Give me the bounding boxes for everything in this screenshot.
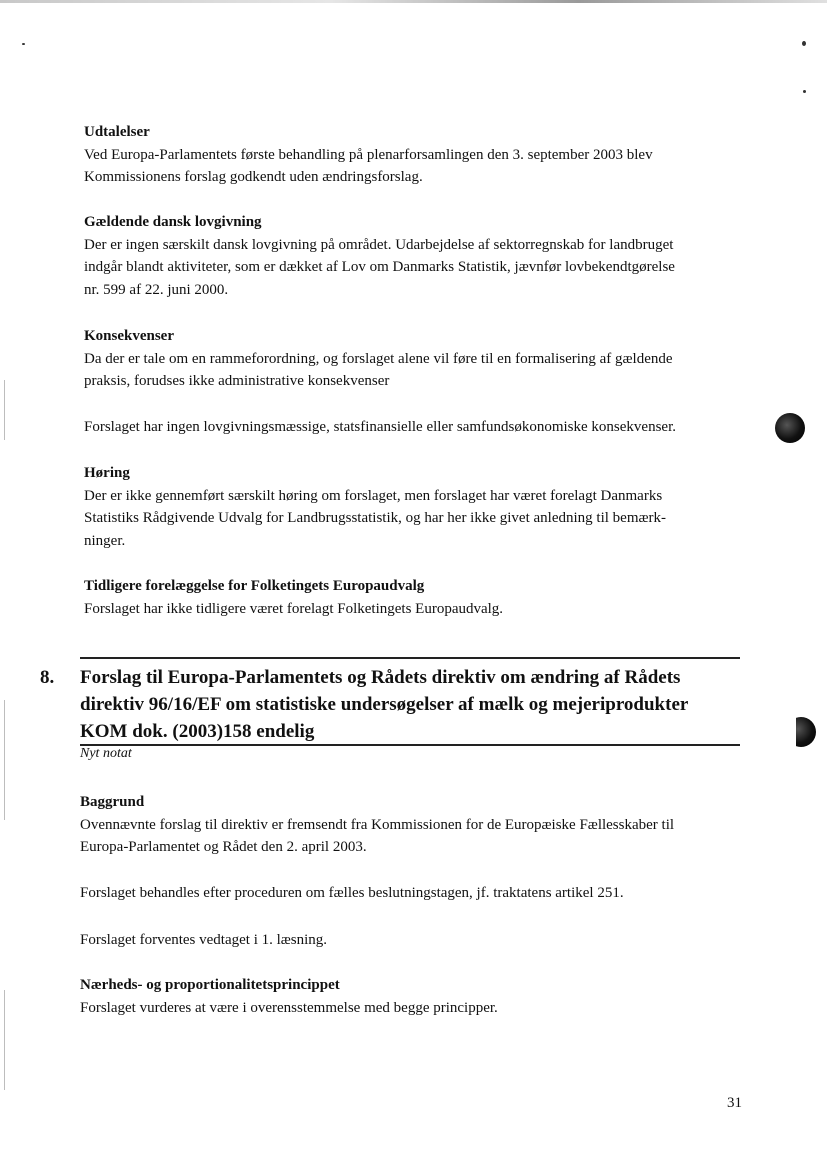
- section-number: 8.: [40, 667, 55, 688]
- punch-hole-icon: [796, 717, 822, 749]
- page-number: 31: [727, 1095, 742, 1111]
- section-naerheds-proportionalitet: [80, 974, 750, 1019]
- scan-left-edge: [4, 700, 5, 820]
- body-paragraph: Forslaget behandles efter proceduren om fælles beslutningstagen, jf. traktatens artikel 251.: [80, 885, 624, 901]
- section-horing: [84, 462, 754, 552]
- body-line: Ovennævnte forslag til direktiv er fremsendt fra Kommissionen for de Europæiske Fællesskaber til: [80, 816, 675, 833]
- body-line: indgår blandt aktiviteter, som er dækket af Lov om Danmarks Statistik, jævnfør lovbekendtgørelse: [84, 259, 675, 275]
- section-title: [80, 664, 720, 745]
- scan-left-edge: [4, 990, 5, 1090]
- body-line: Forslaget vurderes at være i overensstemmelse med begge principper.: [80, 999, 498, 1016]
- section-heading: Gældende dansk lovgivning: [84, 214, 262, 230]
- scan-top-edge: [0, 0, 827, 3]
- body-line: ninger.: [84, 532, 126, 549]
- scan-speck: [803, 90, 806, 93]
- section-subtitle: Nyt notat: [80, 746, 132, 761]
- body-line: nr. 599 af 22. juni 2000.: [84, 281, 229, 298]
- body-line: Forslaget har ikke tidligere været forelagt Folketingets Europaudvalg.: [84, 600, 504, 617]
- section-heading: Konsekvenser: [84, 328, 174, 344]
- section-heading: Høring: [84, 465, 130, 481]
- body-line: praksis, forudses ikke administrative konsekvenser: [84, 373, 390, 389]
- section-udtalelser: [84, 121, 754, 189]
- section-title-line: Forslag til Europa-Parlamentets og Rådets direktiv om ændring af Rådets: [80, 667, 681, 688]
- body-line: Statistiks Rådgivende Udvalg for Landbrugsstatistik, og har her ikke givet anledning til bemærk-: [84, 510, 666, 526]
- scan-speck: [22, 43, 25, 45]
- section-heading: Baggrund: [80, 794, 145, 810]
- body-line: Der er ingen særskilt dansk lovgivning på området. Udarbejdelse af sektorregnskab for landbruget: [84, 236, 674, 253]
- body-paragraph: Forslaget har ingen lovgivningsmæssige, statsfinansielle eller samfundsøkonomiske konsekvenser.: [84, 419, 676, 435]
- scan-left-edge: [4, 380, 5, 440]
- section-baggrund: [80, 791, 750, 859]
- section-heading: Nærheds- og proportionalitetsprincippet: [80, 977, 340, 993]
- section-bottom-rule: [80, 744, 740, 746]
- body-line: Der er ikke gennemført særskilt høring om forslaget, men forslaget har været forelagt Danmarks: [84, 487, 663, 504]
- section-heading: Udtalelser: [84, 124, 150, 140]
- body-line: Ved Europa-Parlamentets første behandling på plenarforsamlingen den 3. september 2003 blev: [84, 146, 653, 163]
- section-title-line: KOM dok. (2003)158 endelig: [80, 721, 315, 742]
- section-tidligere-forelaeggelse: [84, 575, 754, 620]
- section-konsekvenser: [84, 325, 754, 393]
- section-gaeldende-lovgivning: [84, 211, 754, 301]
- body-line: Europa-Parlamentet og Rådet den 2. april 2003.: [80, 839, 367, 855]
- body-line: Da der er tale om en rammeforordning, og forslaget alene vil føre til en formalisering af gældende: [84, 350, 673, 367]
- body-paragraph: Forslaget forventes vedtaget i 1. læsning.: [80, 932, 328, 948]
- body-line: Kommissionens forslag godkendt uden ændringsforslag.: [84, 169, 423, 185]
- punch-hole-icon: [775, 413, 805, 443]
- scan-speck: [802, 41, 806, 46]
- section-title-line: direktiv 96/16/EF om statistiske undersøgelser af mælk og mejeriprodukter: [80, 694, 689, 715]
- section-heading: Tidligere forelæggelse for Folketingets Europaudvalg: [84, 578, 425, 594]
- section-top-rule: [80, 657, 740, 659]
